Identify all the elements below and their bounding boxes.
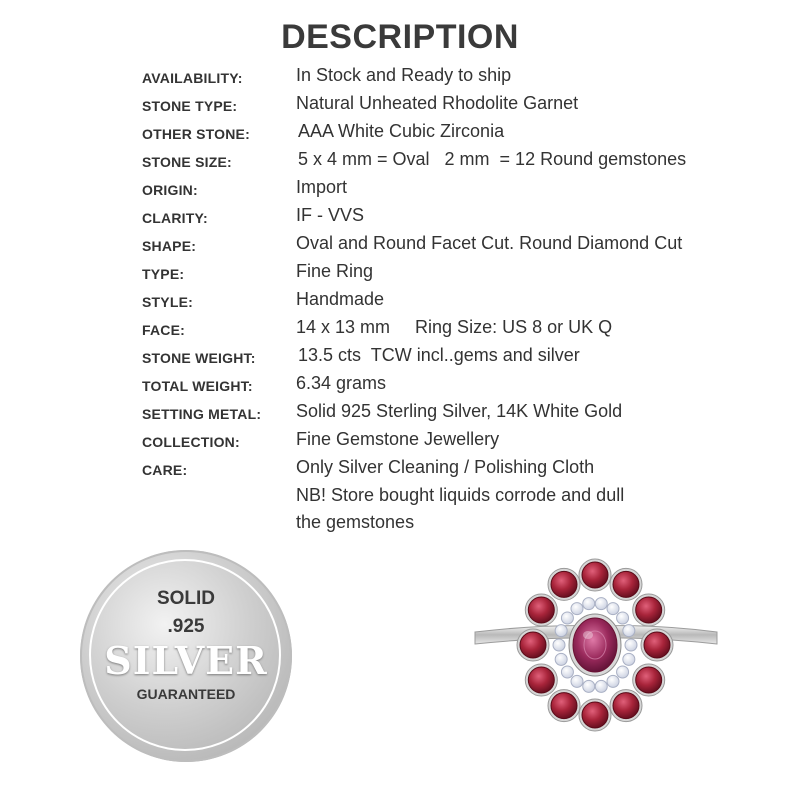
garnet-stone: [520, 632, 546, 658]
spec-row-care: [0, 456, 800, 484]
zirconia-stone: [617, 612, 629, 624]
badge-925-text: .925: [167, 616, 205, 637]
spec-value: 5 x 4 mm = Oval 2 mm = 12 Round gemstones: [298, 149, 687, 169]
spec-value: Fine Gemstone Jewellery: [296, 429, 500, 449]
page-title: DESCRIPTION: [281, 18, 519, 56]
zirconia-stone: [625, 639, 637, 651]
spec-row-other-stone: [0, 120, 800, 148]
garnet-stone: [582, 562, 608, 588]
spec-value: Only Silver Cleaning / Polishing Cloth: [296, 457, 595, 477]
spec-label: AVAILABILITY:: [142, 70, 243, 86]
spec-label: TYPE:: [142, 266, 185, 282]
zirconia-stone: [617, 666, 629, 678]
center-stone: [569, 614, 621, 676]
spec-value: Handmade: [296, 289, 385, 309]
spec-row-collection: [0, 428, 800, 456]
spec-value: 14 x 13 mm Ring Size: US 8 or UK Q: [296, 317, 613, 337]
spec-value: 6.34 grams: [296, 373, 387, 393]
spec-label: FACE:: [142, 322, 185, 338]
spec-value: Oval and Round Facet Cut. Round Diamond Cut: [296, 233, 683, 253]
spec-value: Natural Unheated Rhodolite Garnet: [296, 93, 579, 113]
zirconia-stone: [555, 653, 567, 665]
spec-row-availability: [0, 64, 800, 92]
zirconia-stone: [595, 680, 607, 692]
badge-silver-text: SILVER: [104, 638, 268, 683]
spec-label: OTHER STONE:: [142, 126, 250, 142]
spec-label: STONE TYPE:: [142, 98, 238, 114]
spec-label: STYLE:: [142, 294, 193, 310]
spec-value: Solid 925 Sterling Silver, 14K White Gold: [296, 401, 623, 421]
spec-label: SHAPE:: [142, 238, 197, 254]
zirconia-stone: [553, 639, 565, 651]
spec-row-setting-metal: [0, 400, 800, 428]
zirconia-stone: [623, 653, 635, 665]
ring-image: [455, 540, 735, 760]
spec-row-shape: [0, 232, 800, 260]
solid-silver-badge: [80, 550, 292, 762]
garnet-stone: [636, 667, 662, 693]
spec-value: In Stock and Ready to ship: [296, 65, 512, 85]
badge-solid-text: SOLID: [156, 588, 216, 609]
zirconia-stone: [571, 603, 583, 615]
care-note-text: NB! Store bought liquids corrode and dull: [296, 485, 625, 505]
spec-label: CLARITY:: [142, 210, 208, 226]
spec-row-origin: [0, 176, 800, 204]
zirconia-stone: [561, 612, 573, 624]
spec-row-stone-type: [0, 92, 800, 120]
zirconia-stone: [571, 675, 583, 687]
spec-label: SETTING METAL:: [142, 406, 262, 422]
spec-row-type: [0, 260, 800, 288]
spec-value: Import: [296, 177, 348, 197]
spec-row-stone-size: [0, 148, 800, 176]
garnet-stone: [528, 667, 554, 693]
zirconia-stone: [583, 680, 595, 692]
garnet-stone: [528, 597, 554, 623]
spec-label: TOTAL WEIGHT:: [142, 378, 253, 394]
garnet-stone: [582, 702, 608, 728]
spec-row-stone-weight: [0, 344, 800, 372]
spec-row-style: [0, 288, 800, 316]
zirconia-stone: [623, 625, 635, 637]
spec-label: STONE WEIGHT:: [142, 350, 256, 366]
spec-value: 13.5 cts TCW incl..gems and silver: [298, 345, 580, 365]
garnet-stone: [551, 571, 577, 597]
spec-value: Fine Ring: [296, 261, 374, 281]
care-note-line: [0, 484, 800, 512]
zirconia-stone: [595, 598, 607, 610]
spec-value: IF - VVS: [296, 205, 365, 225]
zirconia-stone: [555, 625, 567, 637]
zirconia-stone: [583, 598, 595, 610]
spec-row-clarity: [0, 204, 800, 232]
zirconia-stone: [607, 603, 619, 615]
garnet-stone: [644, 632, 670, 658]
care-note-text: the gemstones: [296, 512, 415, 532]
care-note-line: [0, 511, 800, 539]
spec-value: AAA White Cubic Zirconia: [298, 121, 505, 141]
spec-label: COLLECTION:: [142, 434, 240, 450]
spec-row-total-weight: [0, 372, 800, 400]
zirconia-stone: [561, 666, 573, 678]
badge-guaranteed-text: GUARANTEED: [136, 686, 236, 702]
garnet-stone: [636, 597, 662, 623]
spec-label: STONE SIZE:: [142, 154, 232, 170]
garnet-stone: [613, 693, 639, 719]
spec-label: CARE:: [142, 462, 188, 478]
garnet-stone: [613, 571, 639, 597]
spec-label: ORIGIN:: [142, 182, 198, 198]
zirconia-stone: [607, 675, 619, 687]
spec-row-face: [0, 316, 800, 344]
garnet-stone: [551, 693, 577, 719]
